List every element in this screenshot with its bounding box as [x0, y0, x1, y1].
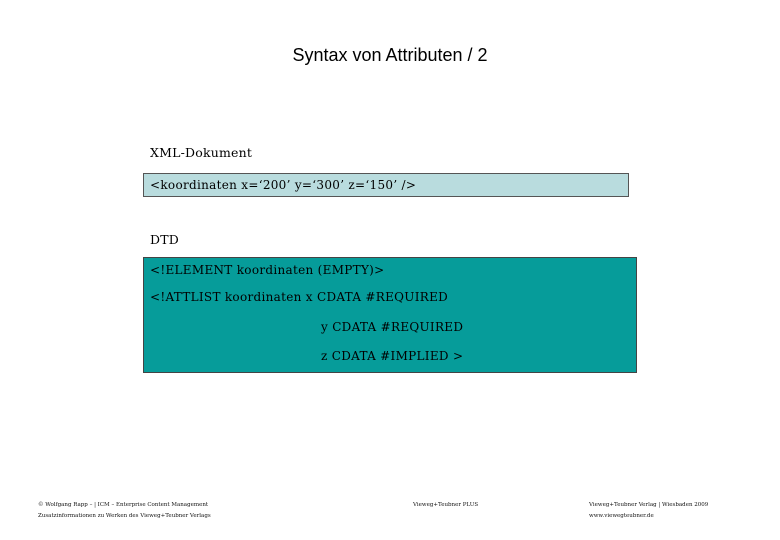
dtd-code-line: <!ELEMENT koordinaten (EMPTY)> [150, 263, 385, 277]
xml-code-line: <koordinaten x=‘200’ y=‘300’ z=‘150’ /> [150, 178, 417, 192]
footer-publisher: Vieweg+Teubner Verlag | Wiesbaden 2009 [589, 502, 709, 508]
dtd-section-label: DTD [150, 232, 179, 247]
xml-code-box [143, 173, 629, 197]
footer-publisher-plus: Vieweg+Teubner PLUS [413, 502, 479, 508]
footer-copyright: © Wolfgang Rapp – | ICM – Enterprise Content Management [38, 502, 209, 508]
dtd-code-line: <!ATTLIST koordinaten x CDATA #REQUIRED [150, 290, 449, 304]
dtd-code-box [143, 257, 637, 373]
footer-website-link[interactable]: www.viewegteubner.de [589, 513, 654, 519]
xml-section-label: XML-Dokument [150, 145, 253, 160]
dtd-code-line: y CDATA #REQUIRED [321, 320, 464, 334]
footer-note: Zusatzinformationen zu Werken des Vieweg+Teubner Verlags [38, 513, 211, 519]
slide-title: Syntax von Attributen / 2 [292, 45, 488, 65]
dtd-code-line: z CDATA #IMPLIED > [321, 349, 464, 363]
